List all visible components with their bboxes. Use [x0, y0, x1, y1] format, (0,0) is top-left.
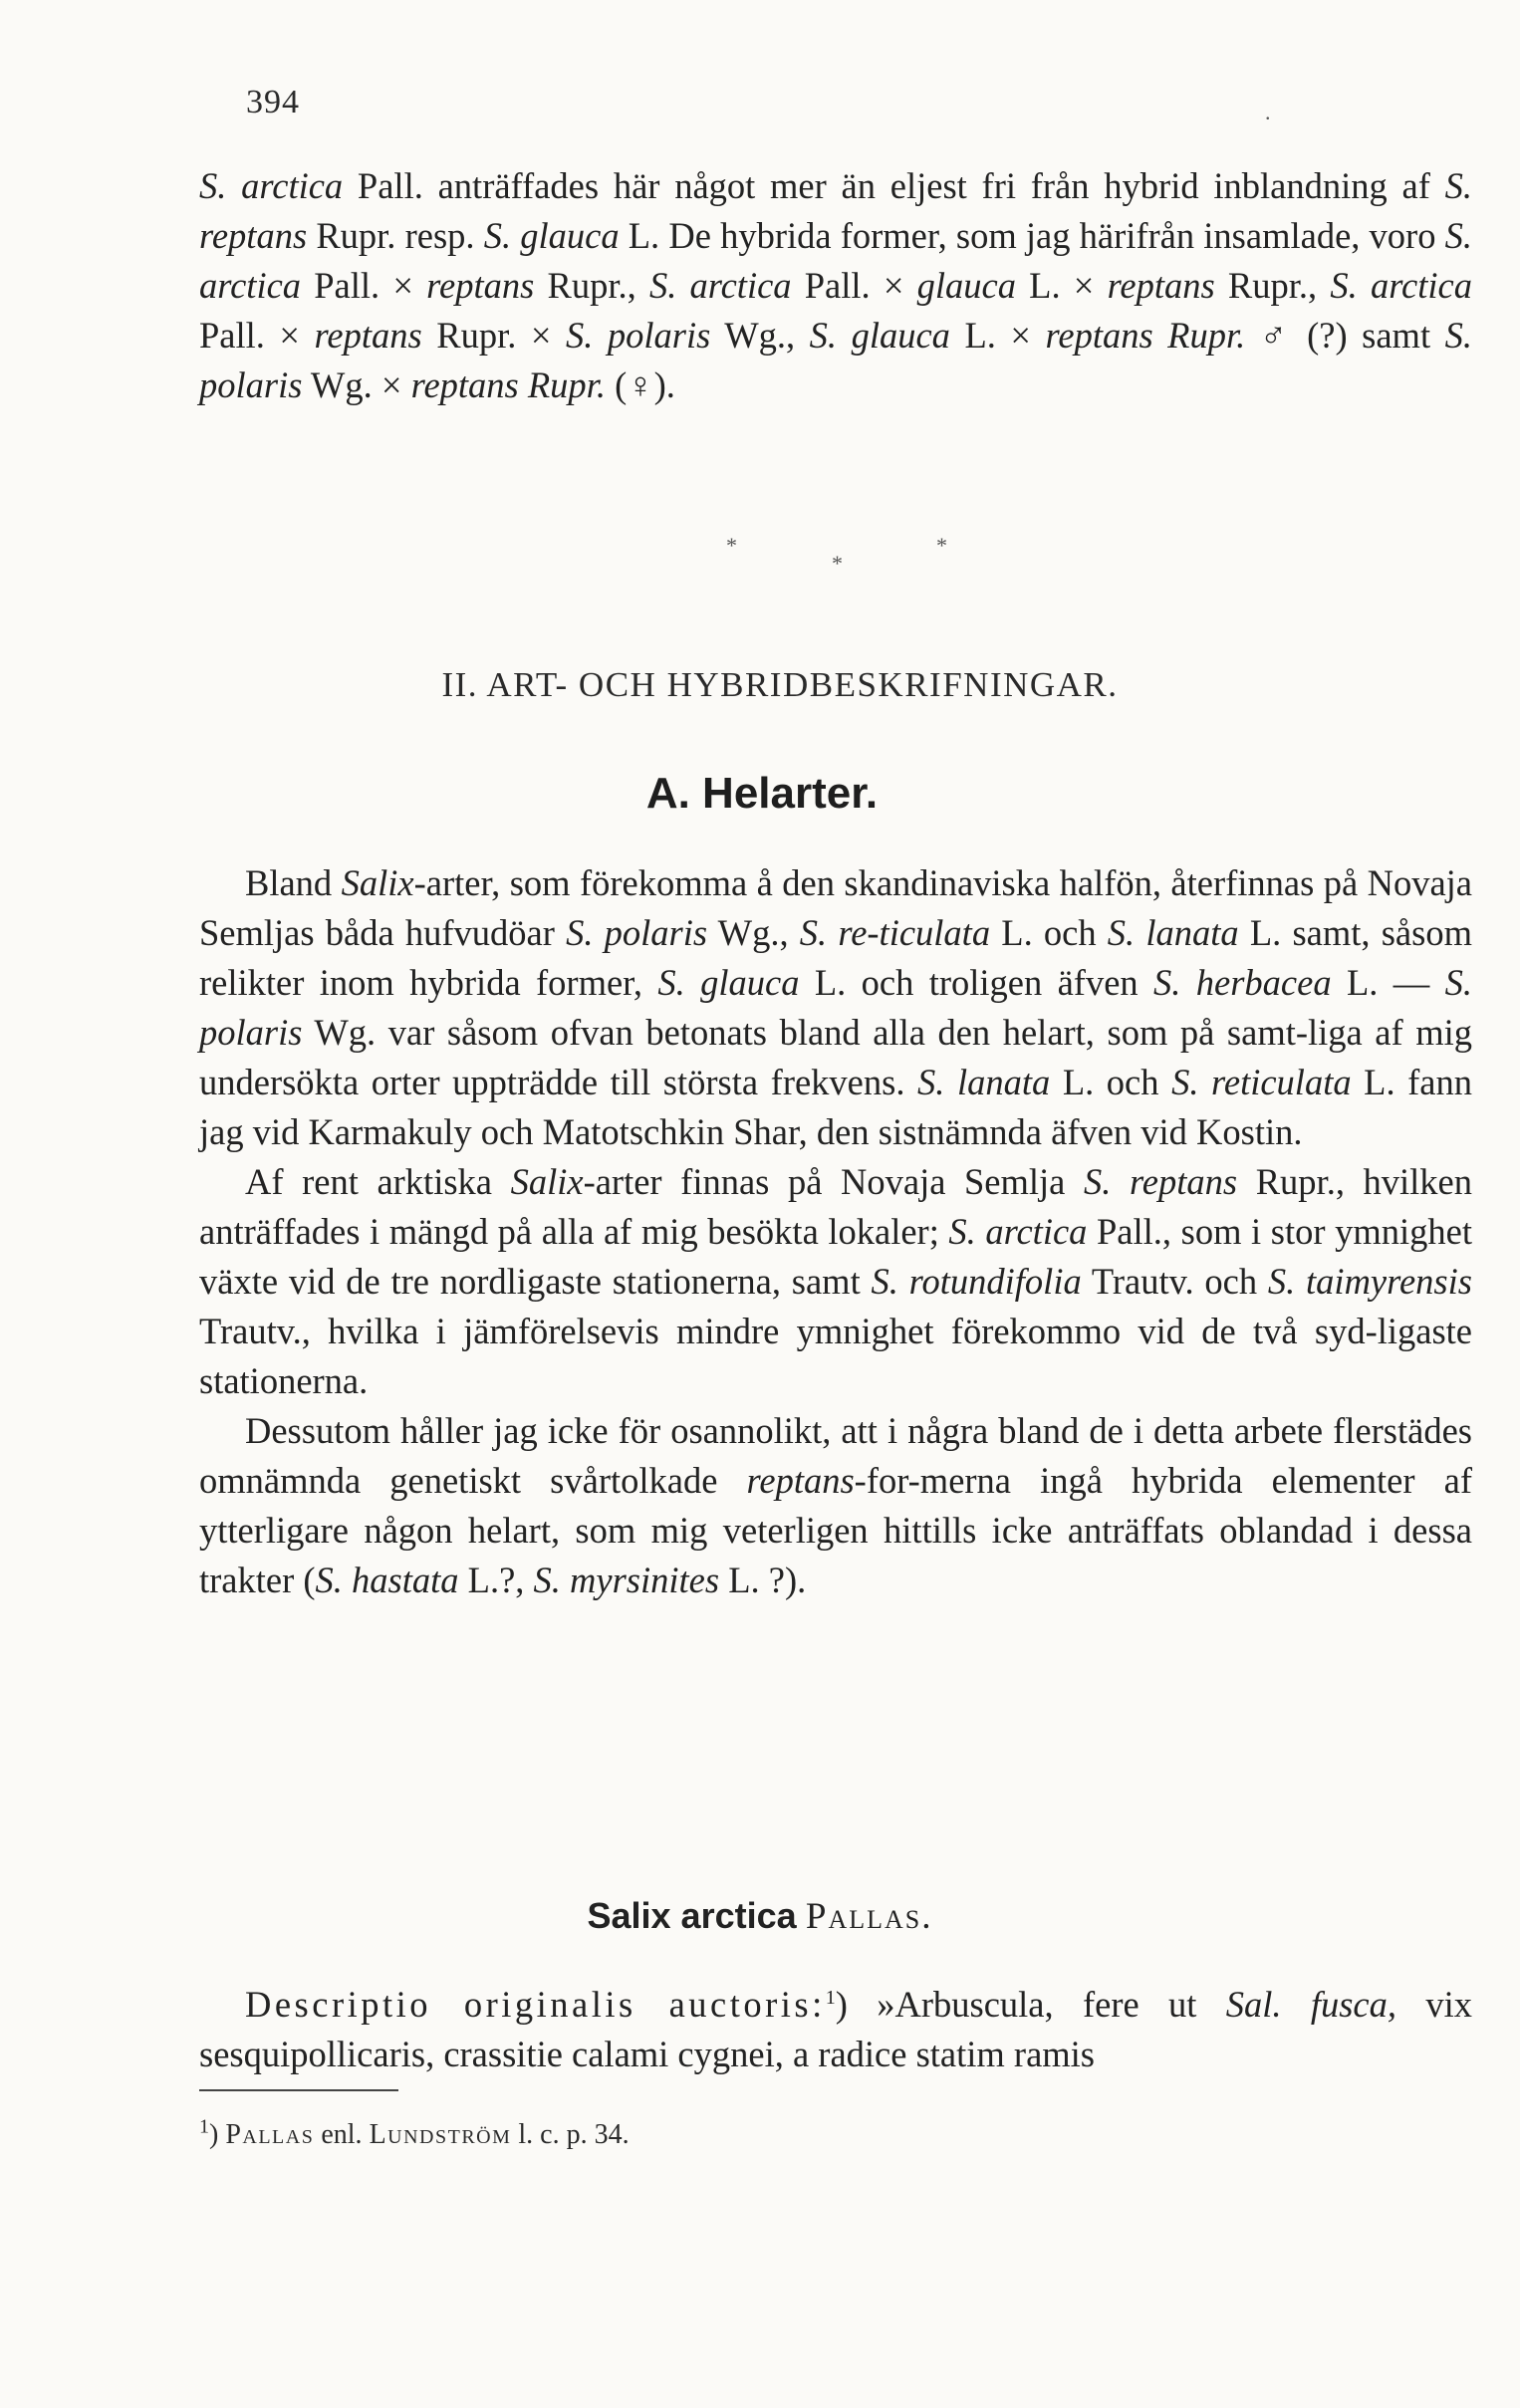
- body-text: [199, 161, 1472, 410]
- italic-text: reptans: [314, 315, 422, 356]
- paragraph-1: [199, 161, 1472, 410]
- footnote-text: l. c. p. 34.: [511, 2119, 630, 2150]
- text-run: L. fann jag vid Karmakuly och Matotschkin Shar, den sistnämnda äfven vid Kostin.: [199, 1062, 1472, 1152]
- text-run: Rupr.,: [1214, 265, 1331, 306]
- italic-text: S. myrsinites: [533, 1560, 720, 1600]
- footnote-mark: 1: [199, 2115, 209, 2138]
- italic-text: S. reptans: [199, 165, 1472, 256]
- description-text: ) »Arbuscula, fere ut: [835, 1984, 1226, 2025]
- species-author: Pallas.: [805, 1896, 933, 1937]
- species-name: Salix arctica: [587, 1895, 797, 1936]
- text-run: Pall., som i stor ymnighet växte vid de tre nordligaste stationerna, samt: [199, 1211, 1472, 1302]
- footnote-ref: 1: [825, 1986, 836, 2009]
- italic-text: Salix: [510, 1161, 584, 1202]
- footnote: $^1$) Pallas enl. Lundström l. c. p. 34.: [199, 2115, 630, 2150]
- text-run: L. De hybrida former, som jag härifrån insamlade, voro: [619, 215, 1445, 256]
- species-heading: [0, 1895, 1520, 1938]
- italic-text: S. lanata: [917, 1062, 1051, 1102]
- italic-text: S. polaris: [566, 912, 708, 953]
- text-run: Rupr. ×: [421, 315, 566, 356]
- italic-text: S. taimyrensis: [1267, 1261, 1472, 1302]
- text-run: Rupr.,: [534, 265, 649, 306]
- italic-text: S. glauca: [809, 315, 950, 356]
- description-italic: Sal. fusca,: [1225, 1984, 1397, 2025]
- text-run: Pall. ×: [791, 265, 917, 306]
- description-label: Descriptio originalis auctoris:: [245, 1984, 826, 2025]
- asterisk: *: [936, 533, 947, 558]
- text-run: Pall. ×: [199, 315, 315, 356]
- asterisk: *: [832, 551, 843, 576]
- stray-dot: .: [1265, 100, 1271, 124]
- page-number: 394: [246, 84, 300, 120]
- text-run: -arter, som förekomma å den skandinaviska halfön, återfinnas på Novaja Semljas båda hufvudöar: [199, 862, 1473, 953]
- paragraph-5: [199, 1980, 1472, 2079]
- text-run: Trautv. och: [1081, 1261, 1268, 1302]
- italic-text: S. arctica: [1330, 265, 1472, 306]
- text-run: Wg. ×: [302, 364, 411, 405]
- text-run: Trautv., hvilka i jämförelsevis mindre ymnighet förekommo vid de två syd-ligaste stationerna.: [199, 1311, 1472, 1401]
- footnote-author: Pallas: [225, 2119, 315, 2150]
- italic-text: reptans: [426, 265, 535, 306]
- text-run: Wg. var såsom ofvan betonats bland alla den helart, som på samt-liga af mig undersökta orter uppträdde till största frekvens.: [199, 1012, 1472, 1102]
- italic-text: S. reptans: [1083, 1161, 1238, 1202]
- italic-text: glauca: [916, 265, 1016, 306]
- text-run: L. ×: [949, 315, 1046, 356]
- italic-text: S. polaris: [199, 315, 1472, 405]
- footnote-ref-author: Lundström: [369, 2119, 512, 2150]
- italic-text: reptans: [746, 1460, 855, 1501]
- italic-text: S. glauca: [483, 215, 620, 256]
- footnote-text: enl.: [314, 2119, 370, 2150]
- italic-text: S. polaris: [565, 315, 711, 356]
- paragraph-4: [199, 1406, 1472, 1605]
- italic-text: S. herbacea: [1153, 962, 1332, 1003]
- text-run: ♂ (?) samt: [1245, 315, 1445, 356]
- asterisk-divider: [0, 533, 1520, 593]
- asterisk: *: [726, 533, 737, 558]
- text-run: Rupr. resp.: [307, 215, 484, 256]
- text-run: -for-merna ingå hybrida elementer af ytterligare någon helart, som mig veterligen hittills icke anträffats oblandad i dessa trakter (: [199, 1460, 1472, 1600]
- text-run: Pall. ×: [301, 265, 427, 306]
- italic-text: S. arctica: [648, 265, 792, 306]
- italic-text: S. arctica: [199, 165, 344, 206]
- text-run: L. ?).: [719, 1560, 807, 1600]
- text-run: Bland: [245, 862, 342, 903]
- text-run: L. och: [1050, 1062, 1172, 1102]
- paragraph-3: [199, 1157, 1472, 1406]
- text-run: -arter finnas på Novaja Semlja: [583, 1161, 1084, 1202]
- text-run: L.?,: [458, 1560, 534, 1600]
- text-run: L. ×: [1015, 265, 1108, 306]
- text-run: Dessutom håller jag icke för osannolikt, att i några bland de i detta arbete flerstädes omnämnda genetiskt svårtolkade: [199, 1410, 1472, 1501]
- text-run: L. —: [1331, 962, 1445, 1003]
- italic-text: S. rotundifolia: [871, 1261, 1082, 1302]
- italic-text: S. hastata: [315, 1560, 459, 1600]
- italic-text: S. re-ticulata: [799, 912, 991, 953]
- text-run: L. samt, såsom relikter inom hybrida former,: [199, 912, 1472, 1003]
- body-text: [199, 858, 1472, 1605]
- text-run: (♀).: [605, 364, 675, 405]
- italic-text: Salix: [341, 862, 414, 903]
- paragraph-2: [199, 858, 1472, 1157]
- italic-text: S. lanata: [1107, 912, 1239, 953]
- italic-text: S. polaris: [199, 962, 1473, 1053]
- text-run: L. och: [990, 912, 1108, 953]
- section-heading: II. ART- OCH HYBRIDBESKRIFNINGAR.: [441, 665, 1119, 704]
- text-run: Rupr., hvilken anträffades i mängd på alla af mig besökta lokaler;: [199, 1161, 1473, 1252]
- body-text: [199, 1980, 1472, 2079]
- italic-text: reptans: [1107, 265, 1215, 306]
- footnote-rule: [199, 2089, 398, 2091]
- text-run: Af rent arktiska: [245, 1161, 511, 1202]
- italic-text: S. arctica: [199, 215, 1473, 306]
- description-text: vix sesquipollicaris, crassitie calami cygnei, a radice statim ramis: [199, 1984, 1472, 2074]
- italic-text: reptans Rupr.: [410, 364, 606, 405]
- italic-text: S. glauca: [657, 962, 800, 1003]
- italic-text: S. reticulata: [1171, 1062, 1352, 1102]
- text-run: L. och troligen äfven: [799, 962, 1154, 1003]
- text-run: Pall. anträffades här något mer än eljest fri från hybrid inblandning af: [343, 165, 1445, 206]
- sub-heading: A. Helarter.: [645, 769, 879, 818]
- italic-text: reptans Rupr.: [1045, 315, 1246, 356]
- italic-text: S. arctica: [948, 1211, 1088, 1252]
- text-run: Wg.,: [707, 912, 800, 953]
- text-run: Wg.,: [710, 315, 810, 356]
